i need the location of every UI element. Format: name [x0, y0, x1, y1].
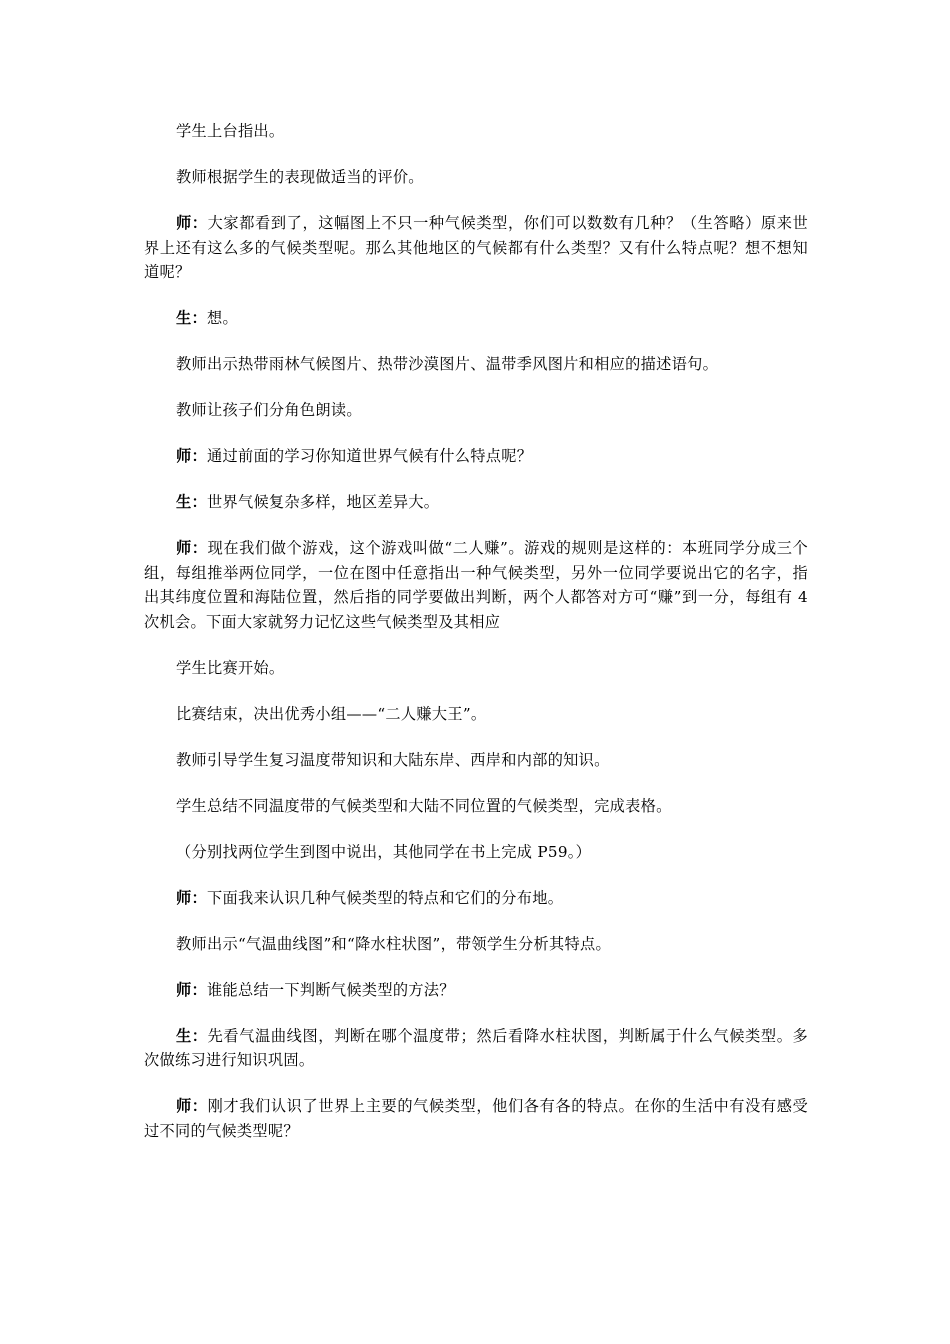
- paragraph: [144, 886, 808, 911]
- paragraph-text: 教师引导学生复习温度带知识和大陆东岸、西岸和内部的知识。: [176, 750, 610, 769]
- document-page: [144, 119, 808, 1165]
- speaker-label: 师：: [176, 980, 207, 999]
- paragraph-text: 下面我来认识几种气候类型的特点和它们的分布地。: [206, 888, 564, 907]
- paragraph-text: （分别找两位学生到图中说出，其他同学在书上完成 P59。）: [176, 842, 592, 861]
- speaker-label: 师：: [176, 447, 207, 465]
- paragraph: [144, 536, 808, 634]
- paragraph: [144, 794, 808, 819]
- paragraph-text: 大家都看到了，这幅图上不只一种气候类型，你们可以数数有几种？（生答略）原来世界上还有这么多的气候类型呢。那么其他地区的气候都有什么类型？又有什么特点呢？想不想知道呢？: [144, 214, 808, 281]
- paragraph: [144, 211, 808, 285]
- paragraph: [144, 840, 808, 865]
- paragraph-text: 教师根据学生的表现做适当的评价。: [176, 168, 424, 186]
- paragraph-text: 世界气候复杂多样，地区差异大。: [206, 493, 440, 511]
- paragraph: [144, 398, 808, 423]
- paragraph: [144, 978, 808, 1003]
- paragraph: [144, 306, 808, 331]
- paragraph: [144, 656, 808, 681]
- paragraph: [144, 932, 808, 957]
- paragraph-text: 先看气温曲线图，判断在哪个温度带；然后看降水柱状图，判断属于什么气候类型。多次做练习进行知识巩固。: [144, 1026, 808, 1069]
- paragraph: [144, 165, 808, 190]
- paragraph: [144, 1024, 808, 1073]
- paragraph: [144, 444, 808, 469]
- paragraph-text: 比赛结束，决出优秀小组——“二人赚大王”。: [176, 704, 487, 723]
- paragraph-text: 学生上台指出。: [176, 122, 285, 140]
- paragraph-text: 教师让孩子们分角色朗读。: [176, 401, 362, 419]
- paragraph: [144, 490, 808, 515]
- speaker-label: 师：: [176, 214, 208, 232]
- paragraph: [144, 119, 808, 144]
- paragraph-text: 现在我们做个游戏，这个游戏叫做“二人赚”。游戏的规则是这样的：本班同学分成三个组，每组推举两位同学，一位在图中任意指出一种气候类型，另外一位同学要说出它的名字，指出其纬度位置和海陆位置，然后指的同学要做出判断，两个人都答对方可“赚”到一分，每组有 4 次机会。下面大家就努力记忆这些气候类型及其相应: [144, 539, 808, 631]
- paragraph-text: 教师出示热带雨林气候图片、热带沙漠图片、温带季风图片和相应的描述语句。: [176, 355, 719, 373]
- paragraph-text: 想。: [206, 309, 238, 327]
- paragraph-text: 教师出示“气温曲线图”和“降水柱状图”，带领学生分析其特点。: [176, 934, 611, 953]
- speaker-label: 生：: [176, 493, 207, 511]
- paragraph: [144, 352, 808, 377]
- paragraph-text: 学生比赛开始。: [176, 658, 285, 677]
- paragraph: [144, 748, 808, 773]
- paragraph-text: 刚才我们认识了世界上主要的气候类型，他们各有各的特点。在你的生活中有没有感受过不同的气候类型呢？: [144, 1097, 808, 1140]
- speaker-label: 师：: [176, 539, 208, 557]
- paragraph-text: 通过前面的学习你知道世界气候有什么特点呢？: [206, 447, 533, 465]
- paragraph-text: 谁能总结一下判断气候类型的方法？: [206, 980, 455, 999]
- paragraph: [144, 702, 808, 727]
- speaker-label: 师：: [176, 1097, 208, 1115]
- paragraph: [144, 1094, 808, 1143]
- speaker-label: 生：: [176, 309, 207, 327]
- paragraph-text: 学生总结不同温度带的气候类型和大陆不同位置的气候类型，完成表格。: [176, 796, 672, 815]
- speaker-label: 生：: [176, 1026, 208, 1045]
- speaker-label: 师：: [176, 888, 207, 907]
